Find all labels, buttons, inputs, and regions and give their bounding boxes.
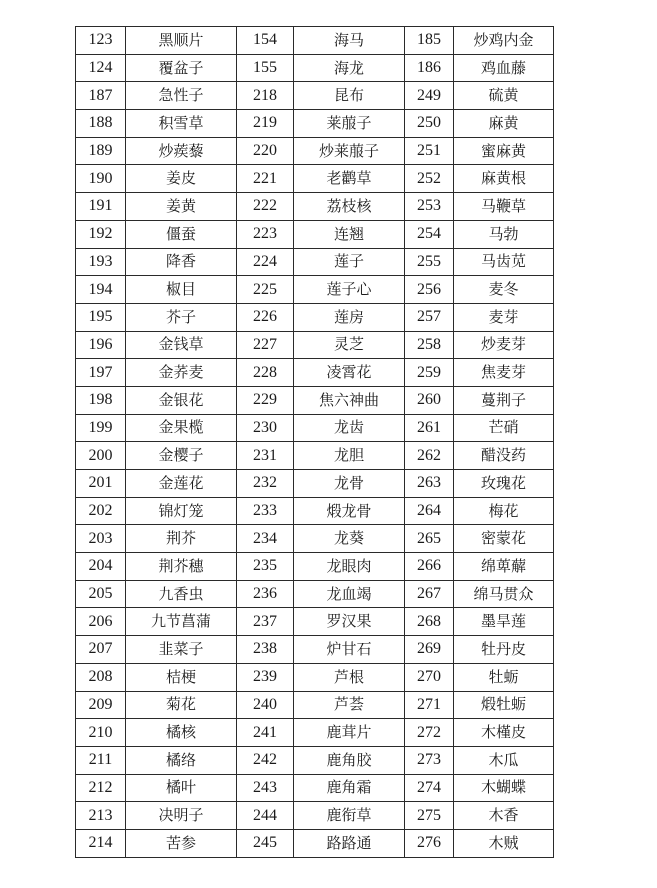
herb-name-cell: 昆布 [294,82,405,110]
herb-number-cell: 194 [76,276,126,304]
herb-number-cell: 249 [405,82,454,110]
herb-name-cell: 姜皮 [126,165,237,193]
herb-number-cell: 201 [76,470,126,498]
herb-name-cell: 芥子 [126,303,237,331]
herb-name-cell: 橘络 [126,746,237,774]
herb-number-cell: 275 [405,802,454,830]
herb-number-cell: 205 [76,580,126,608]
herb-number-cell: 200 [76,442,126,470]
table-row [76,636,554,664]
herb-number-cell: 223 [237,220,294,248]
herb-number-cell: 208 [76,663,126,691]
table-row [76,553,554,581]
herb-name-cell: 韭菜子 [126,636,237,664]
herb-name-cell: 炒鸡内金 [454,27,554,55]
herb-name-cell: 麻黄 [454,110,554,138]
herb-name-cell: 木香 [454,802,554,830]
herb-number-cell: 270 [405,663,454,691]
herb-number-cell: 233 [237,497,294,525]
herb-number-cell: 245 [237,829,294,857]
herb-number-cell: 273 [405,746,454,774]
herb-number-cell: 227 [237,331,294,359]
table-row [76,220,554,248]
herb-number-cell: 214 [76,829,126,857]
herb-name-cell: 绵马贯众 [454,580,554,608]
herb-name-cell: 急性子 [126,82,237,110]
herb-number-cell: 155 [237,54,294,82]
herb-name-cell: 荔枝核 [294,193,405,221]
herb-name-cell: 黑顺片 [126,27,237,55]
herb-number-cell: 260 [405,386,454,414]
herb-number-cell: 189 [76,137,126,165]
herb-name-cell: 僵蚕 [126,220,237,248]
herb-number-cell: 254 [405,220,454,248]
herb-name-cell: 玫瑰花 [454,470,554,498]
herb-number-cell: 268 [405,608,454,636]
herb-number-cell: 213 [76,802,126,830]
herb-number-cell: 231 [237,442,294,470]
table-row [76,110,554,138]
table-row [76,580,554,608]
herb-number-cell: 199 [76,414,126,442]
herb-number-cell: 251 [405,137,454,165]
herb-name-cell: 橘叶 [126,774,237,802]
herb-number-cell: 257 [405,303,454,331]
herb-number-cell: 196 [76,331,126,359]
herb-number-cell: 198 [76,386,126,414]
herb-number-cell: 232 [237,470,294,498]
herb-name-cell: 鸡血藤 [454,54,554,82]
herb-number-cell: 185 [405,27,454,55]
herb-number-cell: 192 [76,220,126,248]
herb-number-cell: 224 [237,248,294,276]
herb-number-cell: 190 [76,165,126,193]
herb-number-cell: 274 [405,774,454,802]
herb-name-cell: 焦麦芽 [454,359,554,387]
herb-number-cell: 186 [405,54,454,82]
herb-number-cell: 259 [405,359,454,387]
herb-name-cell: 龙胆 [294,442,405,470]
herb-name-cell: 金钱草 [126,331,237,359]
herb-number-cell: 239 [237,663,294,691]
herb-name-cell: 木贼 [454,829,554,857]
herb-number-cell: 256 [405,276,454,304]
table-row [76,442,554,470]
herb-number-cell: 154 [237,27,294,55]
herb-name-cell: 龙眼肉 [294,553,405,581]
herb-name-cell: 墨旱莲 [454,608,554,636]
herb-number-cell: 271 [405,691,454,719]
herb-name-cell: 芦根 [294,663,405,691]
herb-number-cell: 236 [237,580,294,608]
herb-name-cell: 姜黄 [126,193,237,221]
herb-number-cell: 203 [76,525,126,553]
herb-number-cell: 241 [237,719,294,747]
herb-number-cell: 210 [76,719,126,747]
herb-name-cell: 炒莱菔子 [294,137,405,165]
herb-number-cell: 267 [405,580,454,608]
table-row [76,82,554,110]
herb-number-cell: 195 [76,303,126,331]
herb-number-cell: 261 [405,414,454,442]
herb-name-cell: 莲子心 [294,276,405,304]
herb-number-cell: 263 [405,470,454,498]
herb-name-cell: 蔓荆子 [454,386,554,414]
herb-number-cell: 211 [76,746,126,774]
table-row [76,691,554,719]
herb-number-cell: 220 [237,137,294,165]
table-row [76,497,554,525]
herb-number-cell: 240 [237,691,294,719]
herb-name-cell: 连翘 [294,220,405,248]
herb-name-cell: 鹿茸片 [294,719,405,747]
table-row [76,54,554,82]
herb-name-cell: 莲子 [294,248,405,276]
herb-number-cell: 212 [76,774,126,802]
herb-name-cell: 罗汉果 [294,608,405,636]
herb-name-cell: 莲房 [294,303,405,331]
herb-name-cell: 鹿角霜 [294,774,405,802]
herb-number-cell: 218 [237,82,294,110]
herb-name-cell: 莱菔子 [294,110,405,138]
herb-name-cell: 路路通 [294,829,405,857]
herb-name-cell: 荆芥穗 [126,553,237,581]
herb-name-cell: 炉甘石 [294,636,405,664]
herb-name-cell: 木瓜 [454,746,554,774]
table-row [76,303,554,331]
herb-name-cell: 炒蒺藜 [126,137,237,165]
herb-name-cell: 鹿角胶 [294,746,405,774]
herb-name-cell: 马勃 [454,220,554,248]
herb-number-cell: 193 [76,248,126,276]
herb-number-cell: 265 [405,525,454,553]
herb-number-cell: 207 [76,636,126,664]
herb-name-cell: 牡蛎 [454,663,554,691]
herb-name-cell: 焦六神曲 [294,386,405,414]
herb-number-cell: 222 [237,193,294,221]
herb-list-body [76,27,554,858]
herb-name-cell: 积雪草 [126,110,237,138]
herb-number-cell: 225 [237,276,294,304]
herb-number-cell: 269 [405,636,454,664]
herb-number-cell: 255 [405,248,454,276]
herb-number-cell: 230 [237,414,294,442]
herb-number-cell: 191 [76,193,126,221]
herb-name-cell: 麦冬 [454,276,554,304]
herb-name-cell: 硫黄 [454,82,554,110]
herb-name-cell: 椒目 [126,276,237,304]
herb-name-cell: 桔梗 [126,663,237,691]
herb-number-cell: 272 [405,719,454,747]
herb-name-cell: 橘核 [126,719,237,747]
herb-name-cell: 金银花 [126,386,237,414]
table-row [76,774,554,802]
herb-name-cell: 降香 [126,248,237,276]
herb-name-cell: 煅龙骨 [294,497,405,525]
herb-name-cell: 绵萆薢 [454,553,554,581]
herb-number-cell: 204 [76,553,126,581]
table-row [76,608,554,636]
table-row [76,165,554,193]
herb-name-cell: 覆盆子 [126,54,237,82]
herb-name-cell: 炒麦芽 [454,331,554,359]
herb-name-cell: 煅牡蛎 [454,691,554,719]
herb-name-cell: 锦灯笼 [126,497,237,525]
herb-name-cell: 苦参 [126,829,237,857]
herb-name-cell: 马齿苋 [454,248,554,276]
herb-name-cell: 麻黄根 [454,165,554,193]
herb-name-cell: 金莲花 [126,470,237,498]
herb-name-cell: 金樱子 [126,442,237,470]
herb-name-cell: 九节菖蒲 [126,608,237,636]
herb-name-cell: 老鹳草 [294,165,405,193]
table-row [76,359,554,387]
herb-name-cell: 菊花 [126,691,237,719]
herb-number-cell: 219 [237,110,294,138]
herb-number-cell: 228 [237,359,294,387]
table-row [76,414,554,442]
herb-number-cell: 242 [237,746,294,774]
herb-number-cell: 244 [237,802,294,830]
herb-number-cell: 188 [76,110,126,138]
herb-number-cell: 250 [405,110,454,138]
herb-number-cell: 124 [76,54,126,82]
herb-number-cell: 253 [405,193,454,221]
herb-name-cell: 荆芥 [126,525,237,553]
table-row [76,331,554,359]
table-row [76,829,554,857]
herb-number-cell: 258 [405,331,454,359]
herb-number-cell: 202 [76,497,126,525]
herb-number-cell: 197 [76,359,126,387]
herb-name-cell: 醋没药 [454,442,554,470]
herb-number-cell: 229 [237,386,294,414]
herb-name-cell: 鹿衔草 [294,802,405,830]
herb-name-cell: 马鞭草 [454,193,554,221]
herb-name-cell: 决明子 [126,802,237,830]
herb-name-cell: 金荞麦 [126,359,237,387]
herb-name-cell: 密蒙花 [454,525,554,553]
herb-name-cell: 九香虫 [126,580,237,608]
table-row [76,137,554,165]
herb-number-cell: 266 [405,553,454,581]
herb-number-cell: 235 [237,553,294,581]
herb-name-cell: 芒硝 [454,414,554,442]
herb-name-cell: 龙葵 [294,525,405,553]
herb-name-cell: 木槿皮 [454,719,554,747]
table-row [76,802,554,830]
table-row [76,719,554,747]
herb-number-cell: 226 [237,303,294,331]
table-row [76,525,554,553]
herb-number-cell: 237 [237,608,294,636]
herb-name-cell: 灵芝 [294,331,405,359]
herb-name-cell: 龙齿 [294,414,405,442]
herb-number-cell: 252 [405,165,454,193]
herb-number-cell: 276 [405,829,454,857]
table-row [76,193,554,221]
herb-name-cell: 木蝴蝶 [454,774,554,802]
herb-name-cell: 龙骨 [294,470,405,498]
herb-name-cell: 蜜麻黄 [454,137,554,165]
herb-list-table [75,26,554,858]
herb-name-cell: 牡丹皮 [454,636,554,664]
herb-number-cell: 221 [237,165,294,193]
herb-name-cell: 麦芽 [454,303,554,331]
herb-name-cell: 梅花 [454,497,554,525]
herb-number-cell: 206 [76,608,126,636]
herb-number-cell: 187 [76,82,126,110]
herb-name-cell: 海龙 [294,54,405,82]
herb-number-cell: 262 [405,442,454,470]
herb-number-cell: 234 [237,525,294,553]
table-row [76,248,554,276]
table-row [76,746,554,774]
herb-name-cell: 芦荟 [294,691,405,719]
herb-number-cell: 238 [237,636,294,664]
herb-name-cell: 金果榄 [126,414,237,442]
table-row [76,470,554,498]
herb-number-cell: 123 [76,27,126,55]
table-row [76,27,554,55]
herb-name-cell: 龙血竭 [294,580,405,608]
herb-number-cell: 264 [405,497,454,525]
table-row [76,276,554,304]
herb-name-cell: 海马 [294,27,405,55]
table-row [76,386,554,414]
herb-name-cell: 凌霄花 [294,359,405,387]
herb-number-cell: 209 [76,691,126,719]
table-row [76,663,554,691]
herb-number-cell: 243 [237,774,294,802]
